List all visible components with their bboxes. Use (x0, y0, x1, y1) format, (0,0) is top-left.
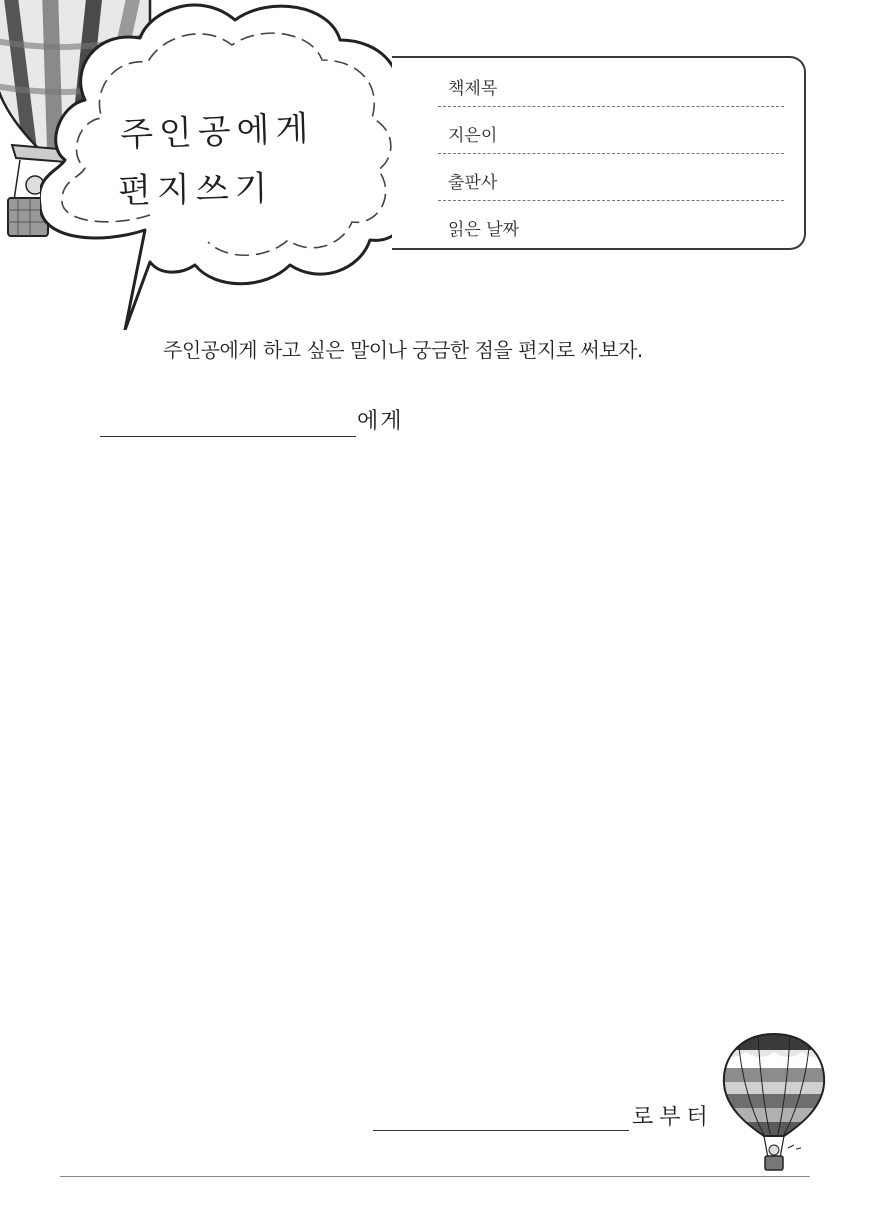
recipient-suffix: 에게 (357, 409, 404, 434)
title-line-1: 주인공에게 (119, 108, 315, 156)
publisher-field[interactable] (438, 154, 784, 201)
title-line-2: 편지쓰기 (117, 168, 274, 212)
author-field[interactable] (438, 107, 784, 154)
instruction-text: 주인공에게 하고 싶은 말이나 궁금한 점을 편지로 써보자. (163, 338, 643, 362)
sender-suffix: 로부터 (632, 1105, 714, 1130)
field-label: 출판사 (448, 173, 498, 193)
field-label: 읽은 날짜 (448, 220, 520, 240)
read-date-field[interactable] (438, 201, 784, 248)
book-info-box (392, 56, 806, 250)
sender-blank[interactable] (373, 1130, 629, 1131)
footer-rule (60, 1176, 810, 1177)
recipient-blank[interactable] (100, 436, 356, 437)
field-label: 책제목 (448, 79, 498, 99)
hot-air-balloon-icon (718, 1028, 830, 1178)
field-label: 지은이 (448, 126, 498, 146)
book-title-field[interactable] (438, 60, 784, 107)
